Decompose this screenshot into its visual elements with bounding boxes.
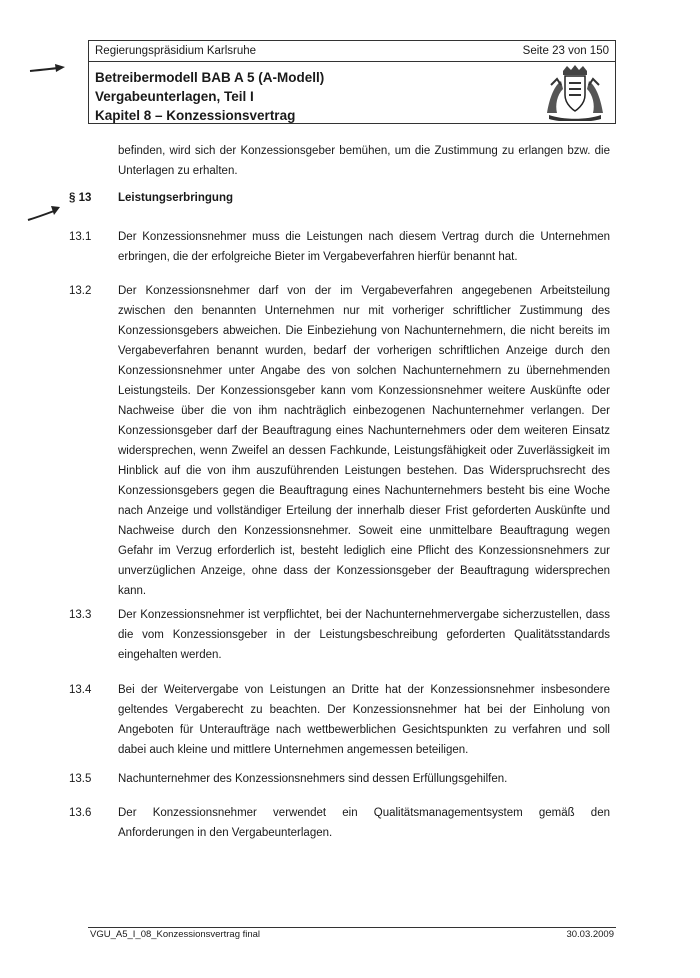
paragraph-text: Der Konzessionsnehmer verwendet ein Qualitätsmanagementsystem gemäß den Anforderungen in den Vergabeunterlagen. [118, 807, 610, 839]
authority-name: Regierungspräsidium Karlsruhe [95, 45, 257, 57]
paragraph-number: 13.3 [69, 609, 92, 621]
paragraph-text: Bei der Weitervergabe von Leistungen an Dritte hat der Konzessionsnehmer insbesondere geltendes Vergaberecht zu beachten. Der Konzessionsnehmer hat bei der Einholung von Angeboten für Unteraufträge nach wettbewerblichen Gesichtspunkten zu verfahren und soll dabei auch kleine und mittlere Unternehmen angemessen beteiligen. [118, 684, 610, 756]
paragraph-number: 13.4 [69, 684, 92, 696]
section-number: § 13 [69, 192, 92, 204]
footer-date: 30.03.2009 [566, 929, 614, 940]
paragraph-number: 13.5 [69, 773, 92, 785]
chapter-title: Kapitel 8 – Konzessionsvertrag [95, 108, 296, 123]
paragraph-number: 13.1 [69, 231, 92, 243]
section-title: Leistungserbringung [118, 192, 233, 204]
paragraph-text: Der Konzessionsnehmer muss die Leistungen nach diesem Vertrag durch die Unternehmen erbringen, die der erfolgreiche Bieter im Vergabeverfahren hierfür benannt hat. [118, 231, 610, 263]
paragraph-number: 13.2 [69, 285, 92, 297]
document-subtitle: Vergabeunterlagen, Teil I [95, 89, 254, 104]
paragraph-number: 13.6 [69, 807, 92, 819]
footer-divider [88, 927, 616, 928]
margin-arrow-mark [26, 203, 66, 225]
page-header [88, 40, 616, 124]
document-title: Betreibermodell BAB A 5 (A-Modell) [95, 70, 325, 85]
footer-filename: VGU_A5_I_08_Konzessionsvertrag final [90, 929, 261, 940]
paragraph-text: Der Konzessionsnehmer darf von der im Vergabeverfahren angegebenen Arbeitsteilung zwischen den benannten Unternehmen nur mit vorheriger schriftlicher Zustimmung des Konzessionsgebers abweichen. Die Einbeziehung von Nachunternehmern, die nicht bereits im Vergabeverfahren benannt wurden, bedarf der vorherigen schriftlichen Anzeige durch den Konzessionsnehmer unter Angabe des von solchen Nachunternehmern zu übernehmenden Leistungsteils. Der Konzessionsgeber kann vom Konzessionsnehmer weitere Auskünfte oder Nachweise über die von ihm nachträglich einbezogenen Nachunternehmer verlangen. Der Konzessionsgeber darf der Beauftragung eines Nachunternehmers oder dem weiteren Einsatz widersprechen, wenn Zweifel an dessen Fachkunde, Leistungsfähigkeit oder Zuverlässigkeit im Hinblick auf die von ihm auszuführenden Leistungen bestehen. Das Widerspruchsrecht des Konzessionsgebers gegen die Beauftragung eines Nachunternehmers besteht bis eine Woche nach Anzeige und vollständiger Erteilung der innerhalb dieser Frist geforderten Auskünfte und Nachweise durch den Konzessionsnehmer. Soweit eine unmittelbare Beauftragung wegen Gefahr im Verzug erforderlich ist, besteht lediglich eine Pflicht des Konzessionsnehmers zur unverzüglichen Anzeige, ohne dass der Konzessionsgeber der Beauftragung widersprechen kann. [118, 285, 610, 597]
continuation-text: befinden, wird sich der Konzessionsgeber bemühen, um die Zustimmung zu erlangen bzw. die Unterlagen zu erhalten. [118, 145, 610, 177]
margin-arrow-mark [28, 62, 68, 76]
paragraph-text: Der Konzessionsnehmer ist verpflichtet, bei der Nachunternehmervergabe sicherzustellen, dass die vom Konzessionsgeber in der Leistungsbeschreibung geforderten Qualitätsstandards eingehalten werden. [118, 609, 610, 661]
page-number: Seite 23 von 150 [522, 45, 609, 57]
state-coat-of-arms-icon [543, 65, 607, 121]
paragraph-text: Nachunternehmer des Konzessionsnehmers sind dessen Erfüllungsgehilfen. [118, 773, 508, 785]
